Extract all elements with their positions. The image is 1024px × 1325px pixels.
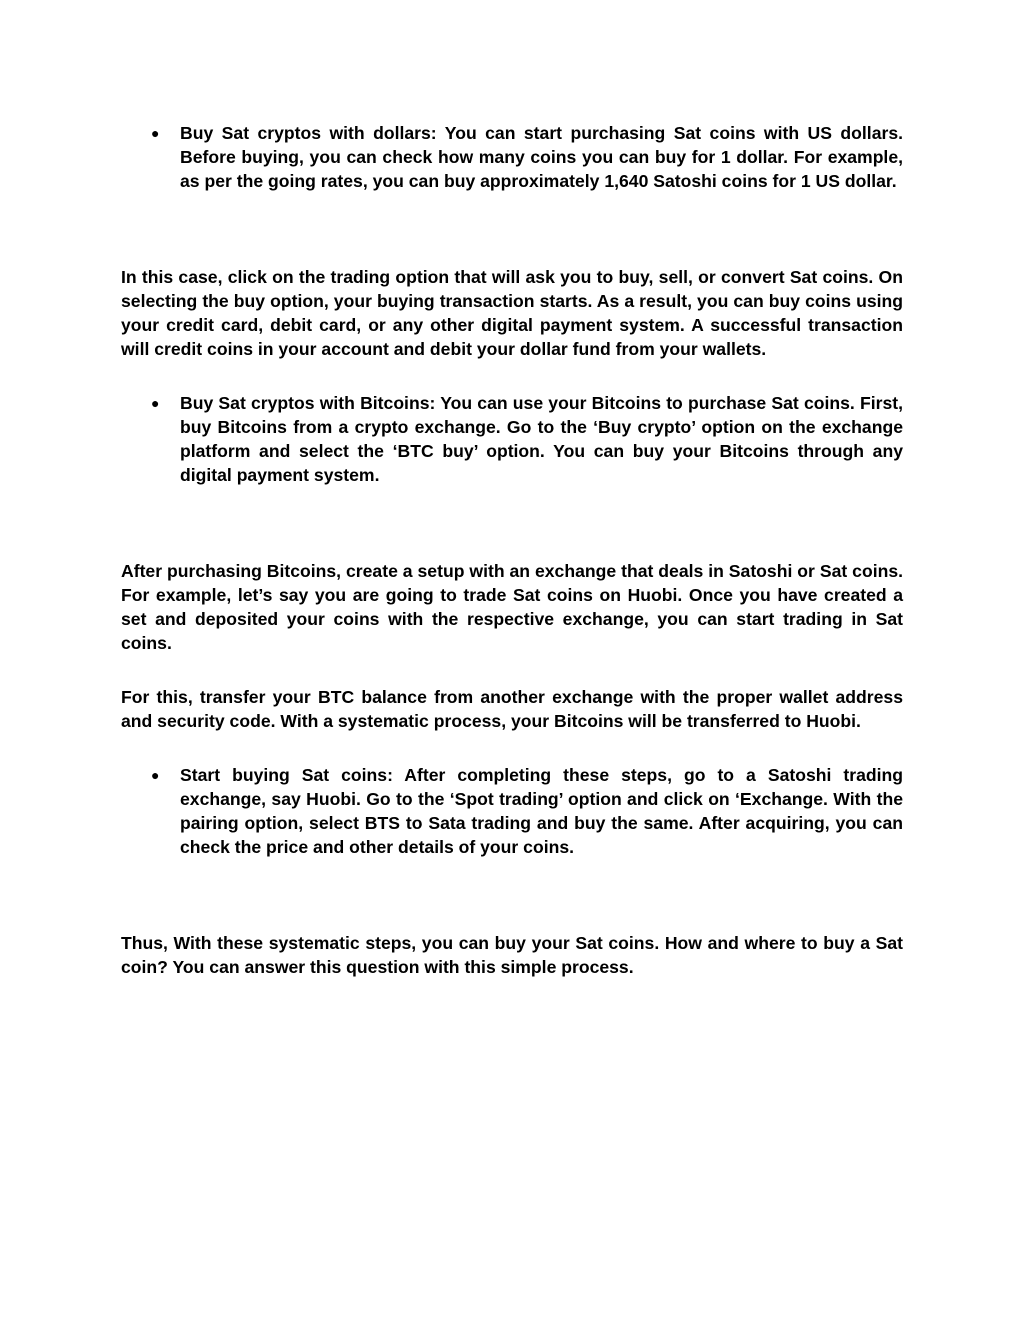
document-page bbox=[121, 121, 903, 979]
paragraph-after-purchasing: After purchasing Bitcoins, create a setup with an exchange that deals in Satoshi or Sat coins. For example, let’s say you are going to trade Sat coins on Huobi. Once you have created a set and deposited your coins with the respective exchange, you can start trading in Sat coins. bbox=[121, 561, 903, 653]
bullet-icon: ● bbox=[151, 767, 160, 783]
bullet-text: Start buying Sat coins: After completing these steps, go to a Satoshi trading exchange, say Huobi. Go to the ‘Spot trading’ option and click on ‘Exchange. With the pairing option, select BTS to Sata trading and buy the same. After acquiring, you can check the price and other details of your coins. bbox=[180, 765, 903, 857]
bullet-text: Buy Sat cryptos with dollars: You can start purchasing Sat coins with US dollars. Before buying, you can check how many coins you can buy for 1 dollar. For example, as per the going rates, you can buy approximately 1,640 Satoshi coins for 1 US dollar. bbox=[180, 123, 903, 191]
bullet-item-buy-with-dollars bbox=[151, 121, 903, 193]
paragraph-conclusion: Thus, With these systematic steps, you can buy your Sat coins. How and where to buy a Sat coin? You can answer this question with this simple process. bbox=[121, 933, 903, 977]
bullet-item-buy-with-bitcoins bbox=[151, 391, 903, 487]
paragraph-trading-option: In this case, click on the trading option that will ask you to buy, sell, or convert Sat coins. On selecting the buy option, your buying transaction starts. As a result, you can buy coins using your credit card, debit card, or any other digital payment system. A successful transaction will credit coins in your account and debit your dollar fund from your wallets. bbox=[121, 267, 903, 359]
paragraph-transfer-btc: For this, transfer your BTC balance from another exchange with the proper wallet address and security code. With a systematic process, your Bitcoins will be transferred to Huobi. bbox=[121, 687, 903, 731]
bullet-text: Buy Sat cryptos with Bitcoins: You can use your Bitcoins to purchase Sat coins. First, buy Bitcoins from a crypto exchange. Go to the ‘Buy crypto’ option on the exchange platform and select the ‘BTC buy’ option. You can buy your Bitcoins through any digital payment system. bbox=[180, 393, 903, 485]
bullet-icon: ● bbox=[151, 395, 160, 411]
bullet-list-start-buying bbox=[121, 763, 903, 859]
bullet-icon: ● bbox=[151, 125, 160, 141]
bullet-item-start-buying bbox=[151, 763, 903, 859]
bullet-list-buy-with-bitcoins bbox=[121, 391, 903, 487]
bullet-list-buy-with-dollars bbox=[121, 121, 903, 193]
